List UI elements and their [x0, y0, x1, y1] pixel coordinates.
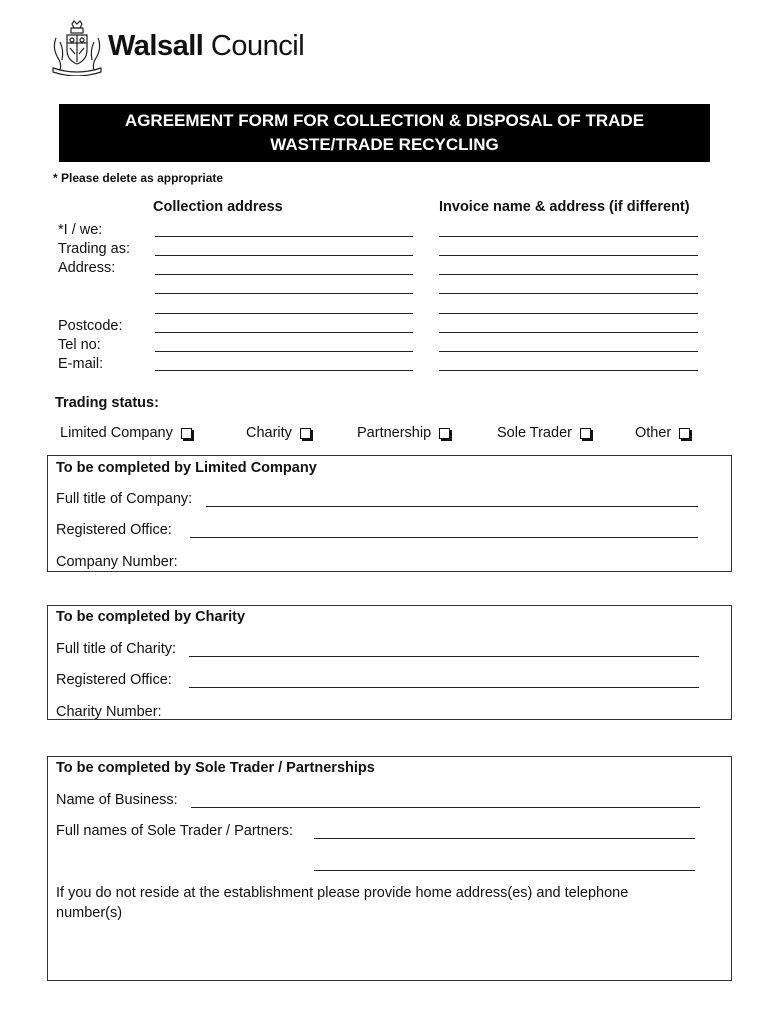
residence-note-line-1: If you do not reside at the establishment please provide home address(es) and telephone: [56, 885, 629, 901]
collection-i-we-line[interactable]: [155, 236, 413, 237]
charity-full-title-line[interactable]: [189, 656, 699, 657]
charity-registered-office-label: Registered Office:: [56, 672, 172, 688]
invoice-address-line-2[interactable]: [439, 293, 698, 294]
council-logo: [50, 20, 310, 80]
option-sole-trader[interactable]: [497, 425, 591, 441]
charity-registered-office-line[interactable]: [189, 687, 699, 688]
collection-address-line-3[interactable]: [155, 313, 413, 314]
council-wordmark: Walsall Council: [108, 30, 305, 62]
invoice-i-we-line[interactable]: [439, 236, 698, 237]
option-label: Sole Trader: [497, 425, 572, 441]
company-number-label: Company Number:: [56, 554, 178, 570]
trading-as-label: Trading as:: [58, 241, 130, 257]
company-registered-office-label: Registered Office:: [56, 522, 172, 538]
option-label: Limited Company: [60, 425, 173, 441]
invoice-address-heading: Invoice name & address (if different): [439, 199, 690, 215]
form-title: [59, 104, 710, 162]
business-name-label: Name of Business:: [56, 792, 178, 808]
option-charity[interactable]: [246, 425, 311, 441]
full-names-line-2[interactable]: [314, 870, 695, 871]
i-we-label: *I / we:: [58, 222, 103, 238]
residence-note-line-2: number(s): [56, 905, 123, 921]
invoice-tel-line[interactable]: [439, 351, 698, 352]
invoice-email-line[interactable]: [439, 370, 698, 371]
collection-address-heading: Collection address: [153, 199, 283, 215]
collection-tel-line[interactable]: [155, 351, 413, 352]
tel-label: Tel no:: [58, 337, 101, 353]
checkbox-icon[interactable]: [300, 428, 311, 439]
form-title-line-2: WASTE/TRADE RECYCLING: [270, 135, 499, 154]
trading-status-heading: Trading status:: [55, 395, 159, 411]
invoice-postcode-line[interactable]: [439, 332, 698, 333]
charity-panel: [47, 605, 732, 720]
invoice-address-line-3[interactable]: [439, 313, 698, 314]
delete-note: * Please delete as appropriate: [53, 171, 224, 185]
collection-postcode-line[interactable]: [155, 332, 413, 333]
limited-company-panel: [47, 455, 732, 572]
limited-company-title: To be completed by Limited Company: [56, 460, 317, 476]
option-partnership[interactable]: [357, 425, 450, 441]
collection-address-line-1[interactable]: [155, 274, 413, 275]
sole-trader-panel: [47, 756, 732, 981]
address-label: Address:: [58, 260, 116, 276]
council-crest-icon: [50, 20, 104, 76]
invoice-address-line-1[interactable]: [439, 274, 698, 275]
business-name-line[interactable]: [191, 807, 700, 808]
option-label: Other: [635, 425, 672, 441]
option-other[interactable]: [635, 425, 690, 441]
collection-trading-as-line[interactable]: [155, 255, 413, 256]
checkbox-icon[interactable]: [679, 428, 690, 439]
company-full-title-label: Full title of Company:: [56, 491, 193, 507]
checkbox-icon[interactable]: [181, 428, 192, 439]
checkbox-icon[interactable]: [439, 428, 450, 439]
email-label: E-mail:: [58, 356, 104, 372]
collection-address-line-2[interactable]: [155, 293, 413, 294]
option-limited-company[interactable]: [60, 425, 192, 441]
charity-number-label: Charity Number:: [56, 704, 162, 720]
sole-trader-title: To be completed by Sole Trader / Partnerships: [56, 760, 375, 776]
checkbox-icon[interactable]: [580, 428, 591, 439]
charity-title: To be completed by Charity: [56, 609, 246, 625]
form-title-line-1: AGREEMENT FORM FOR COLLECTION & DISPOSAL OF TRADE: [124, 111, 645, 130]
company-registered-office-line[interactable]: [190, 537, 698, 538]
postcode-label: Postcode:: [58, 318, 123, 334]
option-label: Partnership: [357, 425, 432, 441]
company-full-title-line[interactable]: [206, 506, 698, 507]
charity-full-title-label: Full title of Charity:: [56, 641, 177, 657]
invoice-trading-as-line[interactable]: [439, 255, 698, 256]
collection-email-line[interactable]: [155, 370, 413, 371]
option-label: Charity: [246, 425, 292, 441]
full-names-line-1[interactable]: [314, 838, 695, 839]
full-names-label: Full names of Sole Trader / Partners:: [56, 823, 293, 839]
